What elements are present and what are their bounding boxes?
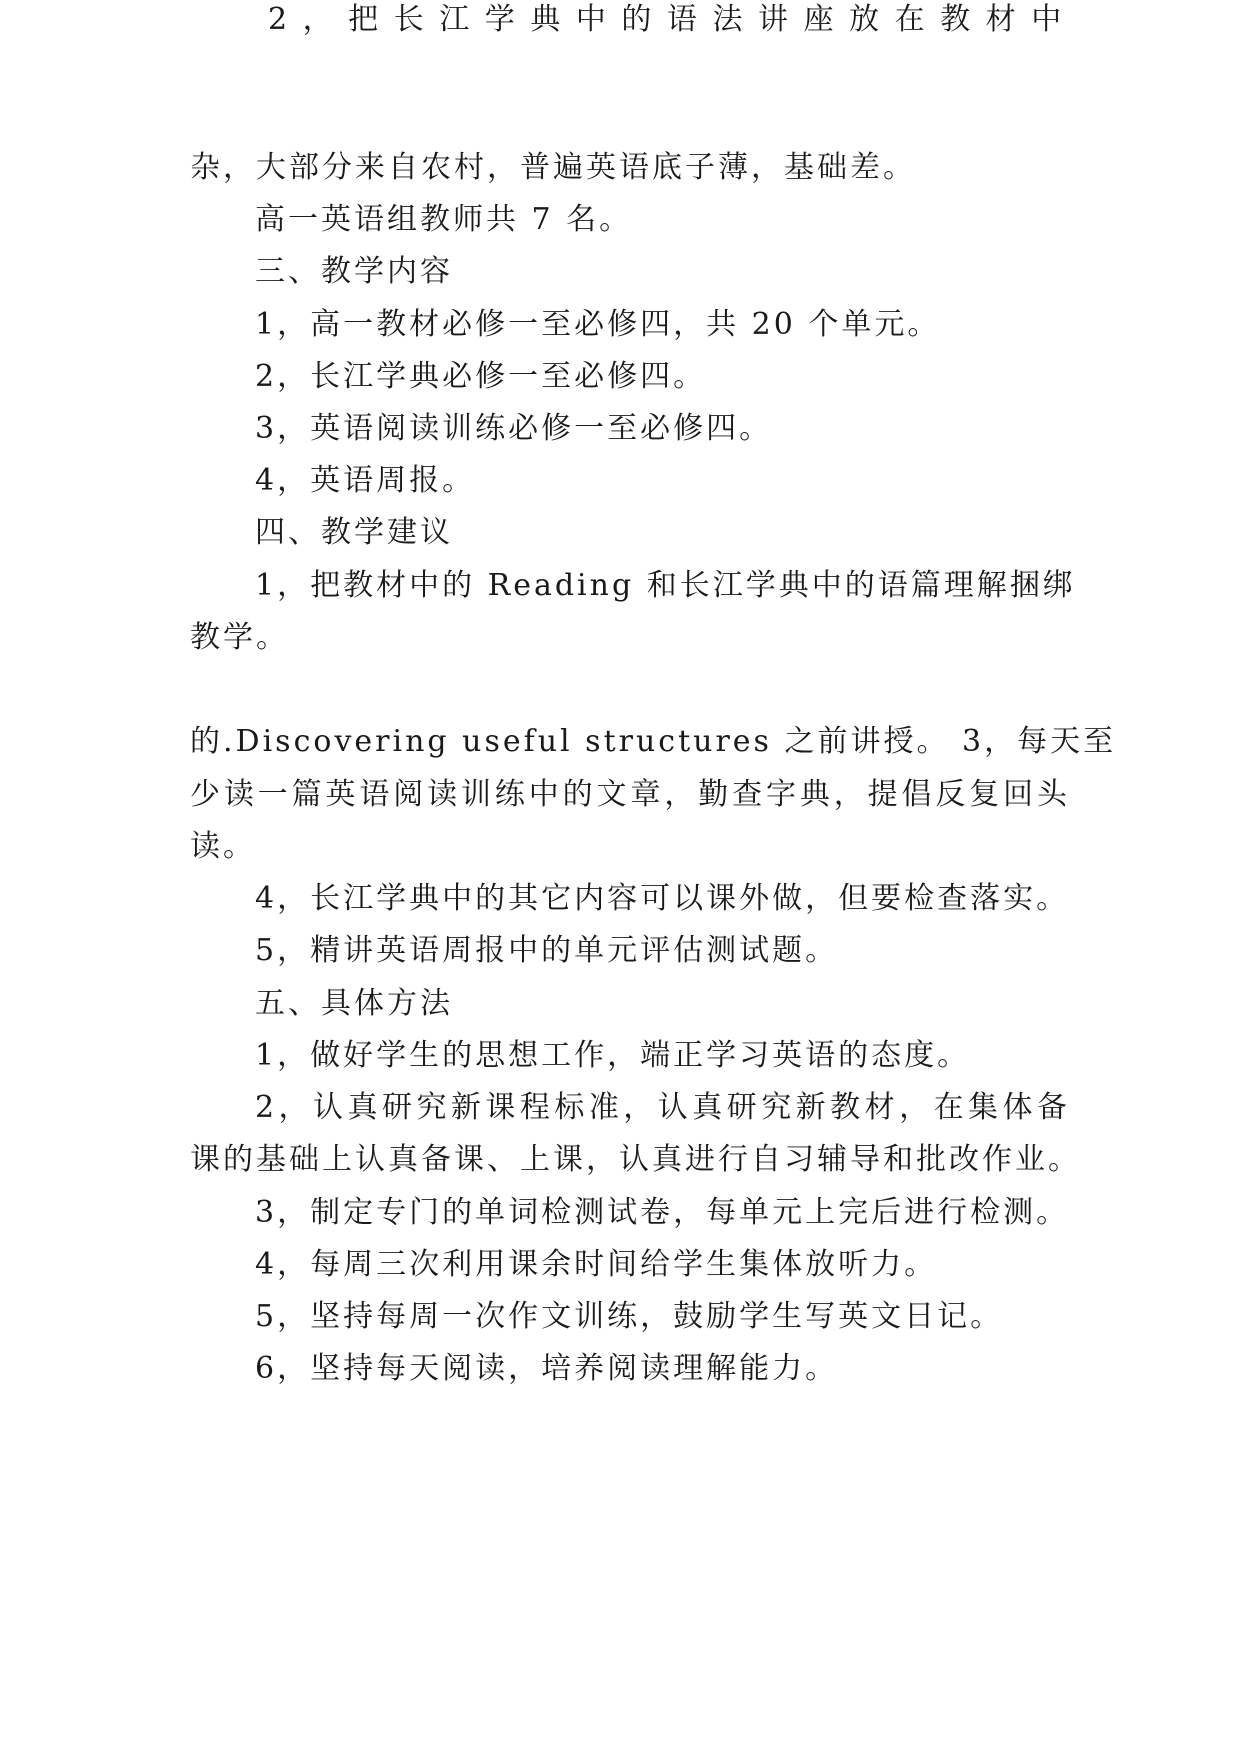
section-heading: 四、教学建议 bbox=[255, 515, 453, 550]
paragraph-line: 高一英语组教师共 7 名。 bbox=[255, 202, 633, 237]
list-item: 6，坚持每天阅读，培养阅读理解能力。 bbox=[255, 1351, 839, 1386]
paragraph-line: 杂，大部分来自农村，普遍英语底子薄，基础差。 bbox=[190, 150, 916, 185]
paragraph-line: 教学。 bbox=[190, 620, 289, 655]
list-item: 4，长江学典中的其它内容可以课外做，但要检查落实。 bbox=[255, 881, 1070, 916]
list-item: 4，英语周报。 bbox=[255, 463, 476, 498]
list-item: 2，认真研究新课程标准，认真研究新教材，在集体备 bbox=[255, 1090, 1070, 1125]
paragraph-line: 读。 bbox=[190, 829, 256, 864]
list-item: 2 ， 把 长 江 学 典 中 的 语 法 讲 座 放 在 教 材 中 bbox=[268, 2, 1065, 37]
list-item: 1，把教材中的 Reading 和长江学典中的语篇理解捆绑 bbox=[255, 568, 1076, 603]
list-item: 5，精讲英语周报中的单元评估测试题。 bbox=[255, 933, 839, 968]
list-item: 5，坚持每周一次作文训练，鼓励学生写英文日记。 bbox=[255, 1299, 1004, 1334]
list-item: 3，英语阅读训练必修一至必修四。 bbox=[255, 411, 773, 446]
paragraph-line: 课的基础上认真备课、上课，认真进行自习辅导和批改作业。 bbox=[190, 1142, 1081, 1177]
list-item: 3，制定专门的单词检测试卷，每单元上完后进行检测。 bbox=[255, 1195, 1070, 1230]
section-heading: 五、具体方法 bbox=[255, 986, 453, 1021]
list-item: 2，长江学典必修一至必修四。 bbox=[255, 359, 707, 394]
section-heading: 三、教学内容 bbox=[255, 254, 453, 289]
paragraph-line: 少读一篇英语阅读训练中的文章，勤查字典，提倡反复回头 bbox=[190, 777, 1070, 812]
list-item: 1，高一教材必修一至必修四，共 20 个单元。 bbox=[255, 307, 941, 342]
list-item: 4，每周三次利用课余时间给学生集体放听力。 bbox=[255, 1247, 938, 1282]
list-item: 1，做好学生的思想工作，端正学习英语的态度。 bbox=[255, 1038, 971, 1073]
paragraph-line: 的.Discovering useful structures 之前讲授。 3，每天至 bbox=[190, 724, 1117, 759]
